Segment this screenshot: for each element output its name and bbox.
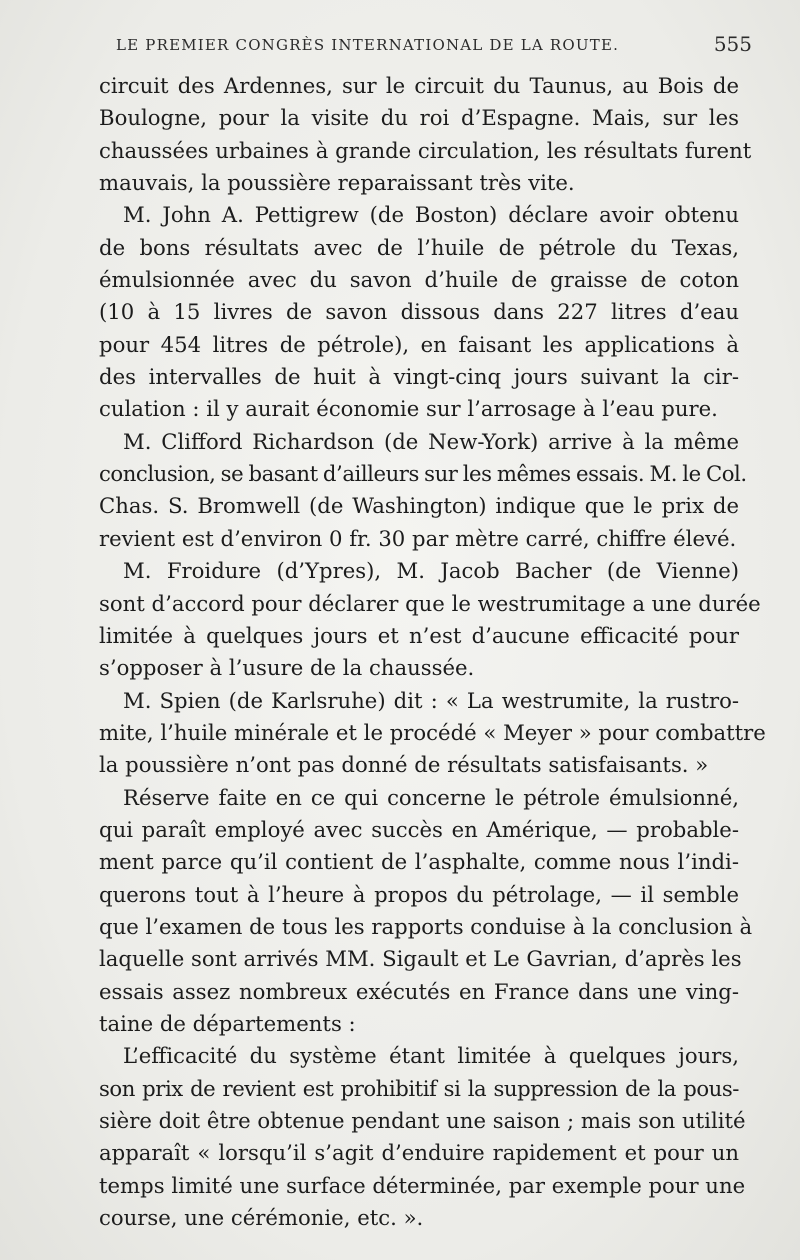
running-head-title: LE PREMIER CONGRÈS INTERNATIONAL DE LA ROUTE. [116,36,620,54]
text-line: s’opposer à l’usure de la chaussée. [99,655,475,681]
text-line: circuit des Ardennes, sur le circuit du Taunus, au Bois de [99,73,739,98]
text-line: laquelle sont arrivés MM. Sigault et Le Gavrian, d’après les [99,946,742,972]
text-line: que l’examen de tous les rapports conduise à la conclusion à [99,913,753,939]
page-number: 555 [713,32,752,56]
body-text [99,70,766,1234]
text-line: apparaît « lorsqu’il s’agit d’enduire rapidement et pour un [99,1140,739,1166]
text-line: querons tout à l’heure à propos du pétrolage, — il semble [99,881,739,907]
text-line: chaussées urbaines à grande circulation, les résultats furent [99,137,752,163]
text-line: mite, l’huile minérale et le procédé « Meyer » pour combattre [99,719,766,745]
text-line: qui paraît employé avec succès en Amérique, — probable- [99,816,739,842]
text-line: conclusion, se basant d’ailleurs sur les mêmes essais. M. le Col. [99,461,747,487]
text-line: L’efficacité du système étant limitée à quelques jours, [123,1043,739,1069]
text-line: la poussière n’ont pas donné de résultats satisfaisants. » [99,752,709,778]
text-line: limitée à quelques jours et n’est d’aucune efficacité pour [99,622,739,648]
text-line: M. Spien (de Karlsruhe) dit : « La westrumite, la rustro- [123,687,739,713]
text-line: taine de départements : [99,1010,356,1036]
text-line: M. Froidure (d’Ypres), M. Jacob Bacher (de Vienne) [123,558,739,584]
text-line: temps limité une surface déterminée, par exemple pour une [99,1172,746,1198]
text-line: revient est d’environ 0 fr. 30 par mètre carré, chiffre élevé. [99,525,737,551]
running-head [116,32,752,56]
text-line: ment parce qu’il contient de l’asphalte, comme nous l’indi- [99,849,739,875]
text-line: (10 à 15 livres de savon dissous dans 227 litres d’eau [99,299,739,325]
text-line: Boulogne, pour la visite du roi d’Espagne. Mais, sur les [99,105,739,131]
text-line: culation : il y aurait économie sur l’arrosage à l’eau pure. [99,396,718,422]
text-line: Chas. S. Bromwell (de Washington) indique que le prix de [99,493,739,519]
text-line: course, une cérémonie, etc. ». [99,1205,424,1231]
text-line: M. Clifford Richardson (de New-York) arrive à la même [123,428,739,454]
text-line: sont d’accord pour déclarer que le westrumitage a une durée [99,590,761,616]
text-line: son prix de revient est prohibitif si la suppression de la pous- [99,1075,739,1101]
text-line: émulsionnée avec du savon d’huile de graisse de coton [99,267,739,293]
text-line: de bons résultats avec de l’huile de pétrole du Texas, [99,234,739,260]
text-line: pour 454 litres de pétrole), en faisant les applications à [99,331,739,357]
text-line: M. John A. Pettigrew (de Boston) déclare avoir obtenu [123,202,739,228]
text-line: mauvais, la poussière reparaissant très vite. [99,170,575,196]
text-line: essais assez nombreux exécutés en France dans une ving- [99,978,739,1004]
text-line: Réserve faite en ce qui concerne le pétrole émulsionné, [123,784,739,810]
text-line: des intervalles de huit à vingt-cinq jours suivant la cir- [99,364,739,390]
text-line: sière doit être obtenue pendant une saison ; mais son utilité [99,1108,746,1133]
